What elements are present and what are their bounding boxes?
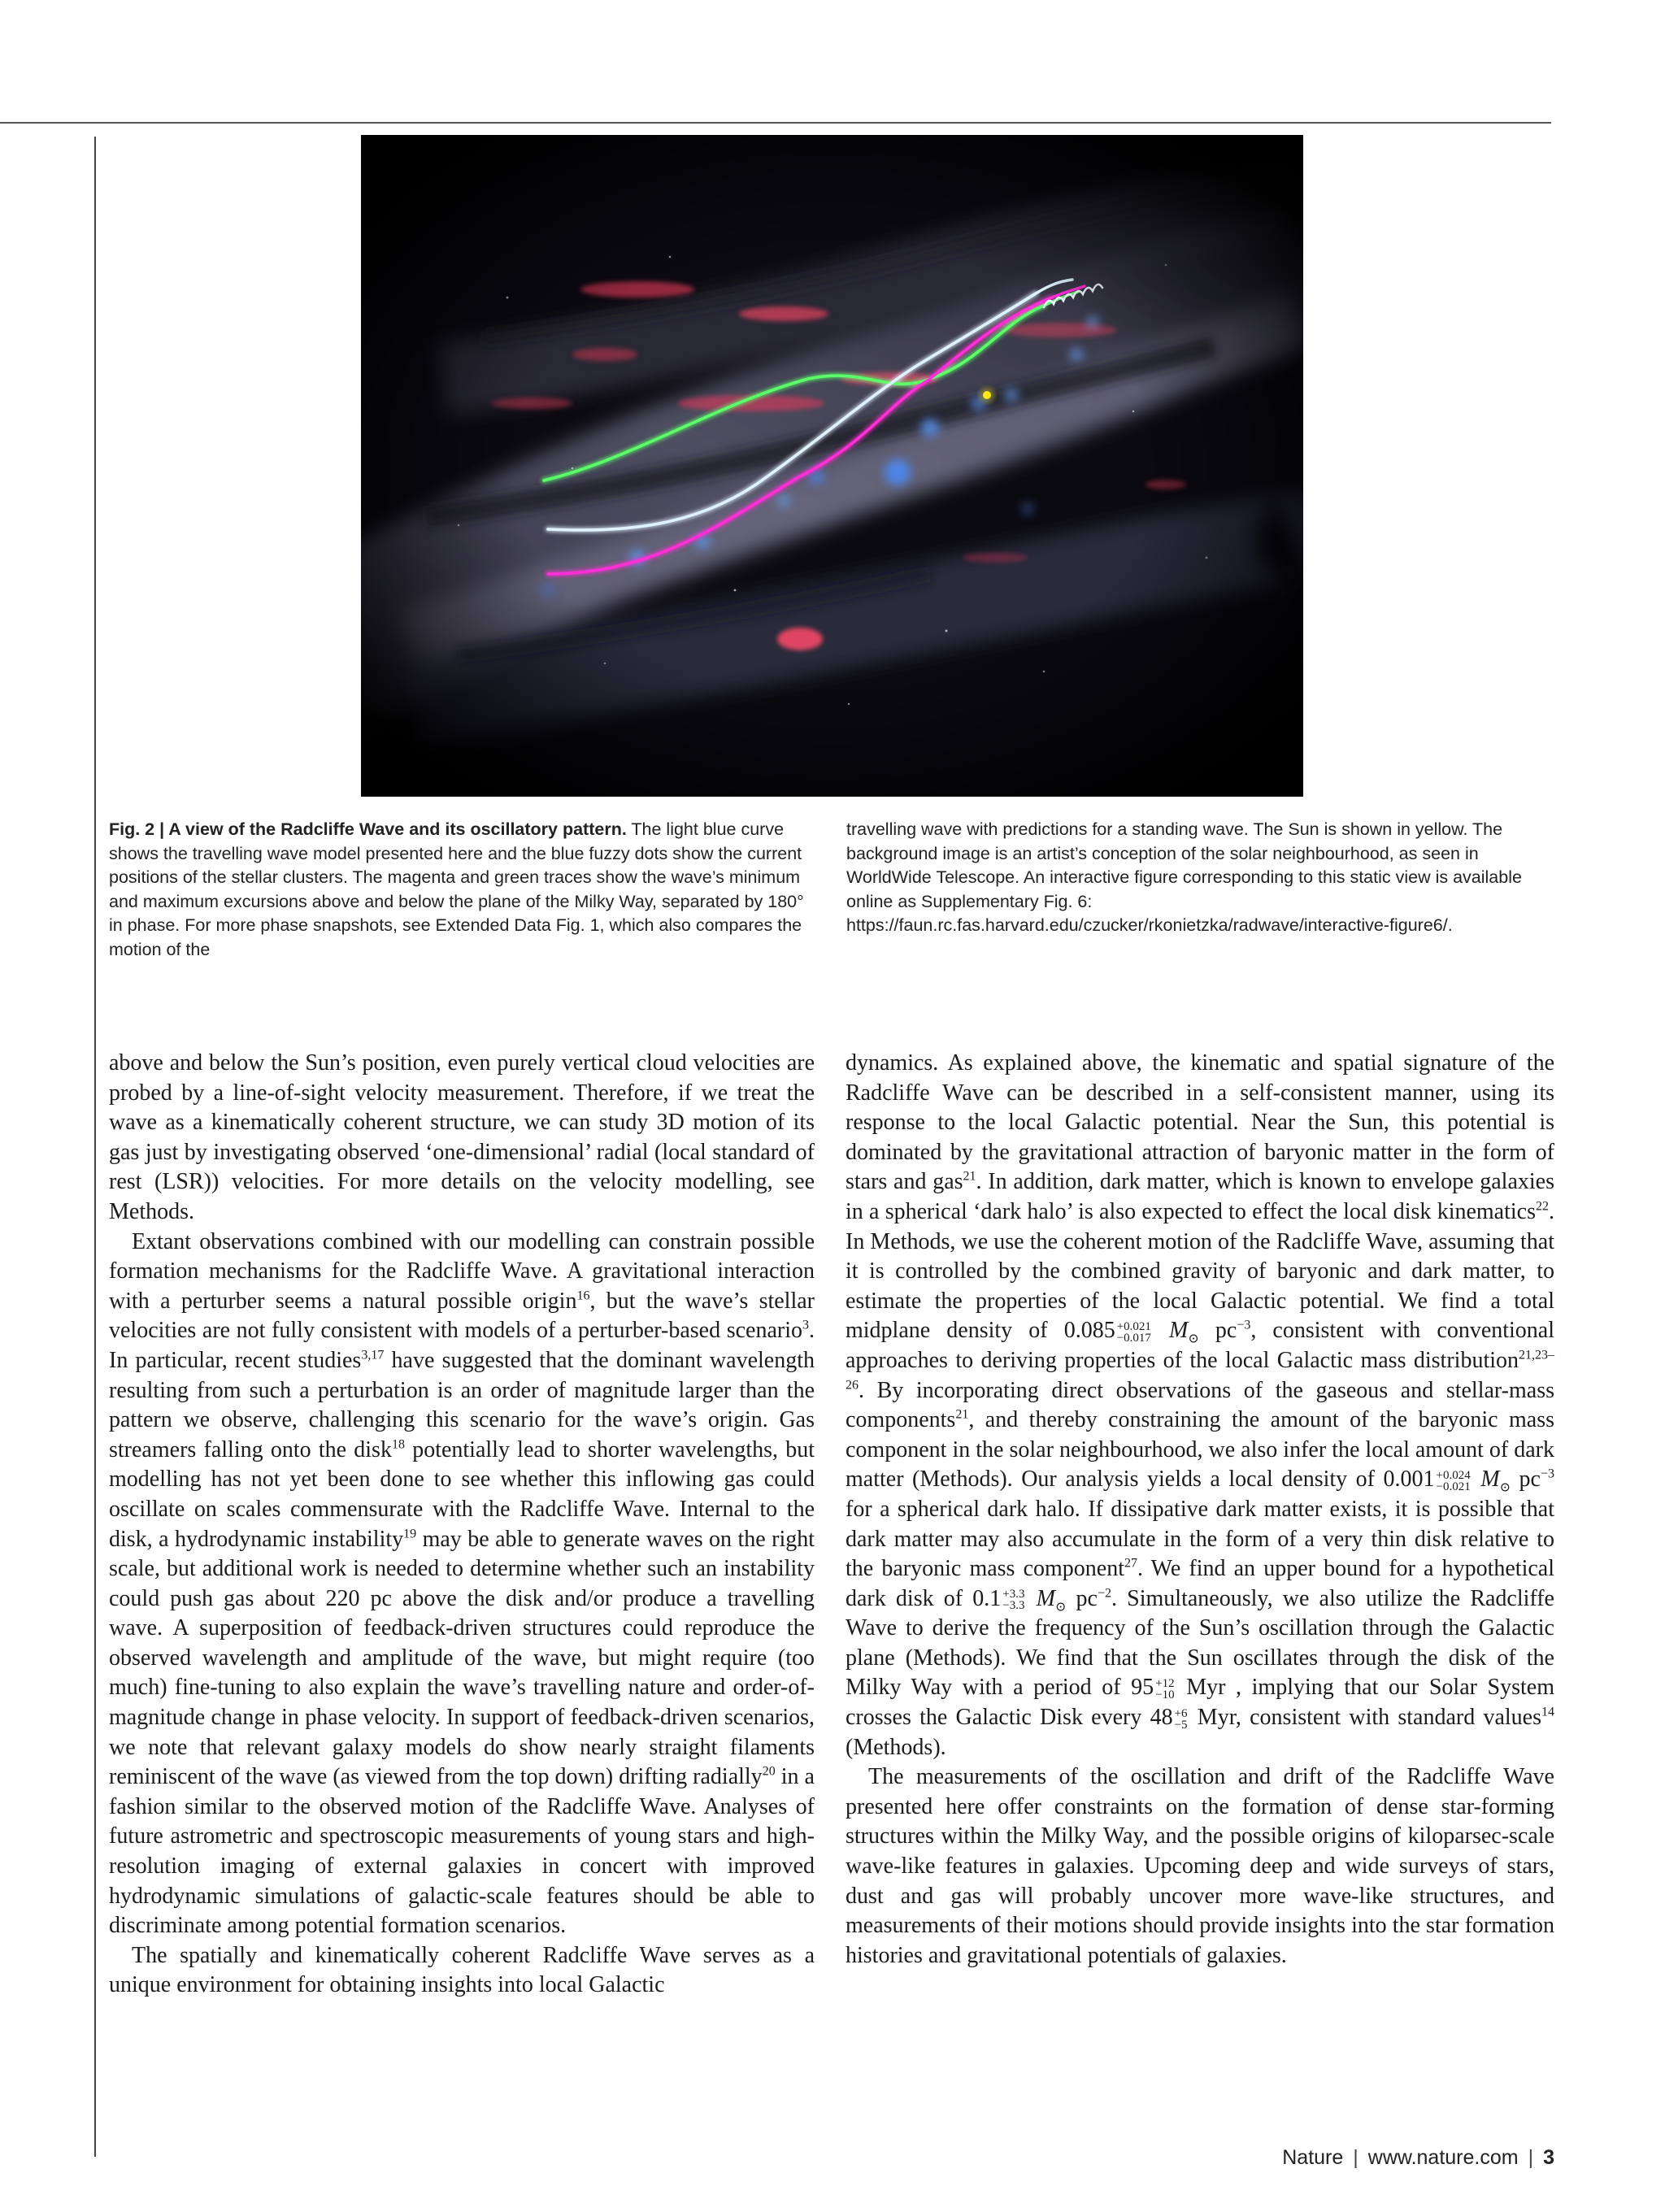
dark-matter-density-uncertainty: +0.024 −0.021 <box>1436 1468 1471 1493</box>
figure-caption-left <box>109 818 808 962</box>
figure-2-image <box>361 135 1303 797</box>
radcliffe-wave-visualization <box>361 135 1303 797</box>
header-rule <box>0 122 1551 124</box>
footer-separator: | <box>1528 2146 1534 2169</box>
citation[interactable]: 3,17 <box>361 1348 385 1362</box>
citation[interactable]: 16 <box>576 1289 590 1303</box>
page-footer <box>1282 2146 1554 2170</box>
paragraph-conclusion: The measurements of the oscillation and drift of the Radcliffe Wave presented here offer constraints on the formation of dense star-forming structures within the Milky Way, and the possible origins of kiloparsec-scale wave-like features in galaxies. Upcoming deep and wide surveys of stars, dust and gas will probably uncover more wave-like structures, and measurements of their motions should provide insights into the star formation histories and gravitational potentials of galaxies. <box>846 1764 1554 1968</box>
caption-text-left: The light blue curve shows the travelling wave model presented here and the blue fuzzy dots show the current positions of the stellar clusters. The magenta and green traces show the wave’s minimum and maximum excursions above and below the plane of the Milky Way, separated by 180° in phase. For more phase snapshots, see Extended Data Fig. 1, which also compares the motion of the <box>109 819 804 959</box>
paragraph-galactic-environment: The spatially and kinematically coherent Radcliffe Wave serves as a unique environment for obtaining insights into local Galactic <box>109 1942 815 1998</box>
citation[interactable]: 14 <box>1541 1705 1554 1719</box>
citation[interactable]: 3 <box>802 1319 809 1333</box>
crossing-uncertainty: +6 −5 <box>1174 1706 1188 1732</box>
vignette-overlay <box>361 135 1303 797</box>
citation[interactable]: 21 <box>963 1170 976 1184</box>
citation[interactable]: 20 <box>762 1764 776 1779</box>
citation[interactable]: 19 <box>403 1527 417 1541</box>
figure-caption-right <box>846 818 1562 938</box>
citation[interactable]: 18 <box>391 1437 405 1452</box>
column-margin-rule <box>94 137 96 2157</box>
paragraph-formation-mechanisms: Extant observations combined with our modelling can constrain possible formation mechanisms for the Radcliffe Wave. A gravitational interaction with a perturber seems a natural possible origin$^{16}$, but the wave’s stellar velocities are not fully consistent with models of a perturber-based scenario$^3$. In particular, recent studies$^{3,17}$ have suggested that the dominant wavelength resulting from such a perturbation is an order of magnitude larger than the pattern we observe, challenging this scenario for the wave’s origin. Gas streamers falling onto the disk$^{18}$ potentially lead to shorter wavelengths, but modelling has not yet been done to see whether this inflowing gas could oscillate on scales commensurate with the Radcliffe Wave. Internal to the disk, a hydrodynamic instability$^{19}$ may be able to generate waves on the right scale, but additional work is needed to determine whether such an instability could push gas about 220 pc above the disk and/or produce a travelling wave. A superposition of feedback-driven structures could reproduce the observed wavelength and amplitude of the wave, but might require (too much) fine-tuning to also explain the wave’s travelling nature and order-of-magnitude change in phase velocity. In support of feedback-driven scenarios, we note that relevant galaxy models do show nearly straight filaments reminiscent of the wave (as viewed from the top down) drifting radially$^{20}$ in a fashion similar to the observed motion of the Radcliffe Wave. Analyses of future astrometric and spectroscopic measurements of young stars and high-resolution imaging of external galaxies in concert with improved hydrodynamic simulations of galactic-scale features should be able to discriminate among potential formation scenarios. <box>109 1228 815 1939</box>
period-uncertainty: +12 −10 <box>1155 1677 1175 1702</box>
midplane-density-uncertainty: +0.021 −0.017 <box>1116 1319 1151 1345</box>
journal-url[interactable]: www.nature.com <box>1367 2146 1519 2169</box>
journal-name: Nature <box>1282 2146 1344 2169</box>
page-number: 3 <box>1543 2146 1554 2169</box>
footer-separator: | <box>1353 2146 1359 2169</box>
body-column-right <box>846 1049 1554 1971</box>
citation[interactable]: 27 <box>1124 1556 1137 1571</box>
caption-text-right: travelling wave with predictions for a standing wave. The Sun is shown in yellow. The background image is an artist’s conception of the solar neighbourhood, as seen in WorldWide Telescope. An interactive figure corresponding to this static view is available online as Supplementary Fig. 6: https://faun.rc.fas.harvard.edu/czucker/rkonietzka/radwave/interactive-figure6/. <box>846 819 1522 935</box>
paragraph-velocity: above and below the Sun’s position, even purely vertical cloud velocities are probed by a line-of-sight velocity measurement. Therefore, if we treat the wave as a kinematically coherent structure, we can study 3D motion of its gas just by investigating observed ‘one-dimensional’ radial (local standard of rest (LSR)) velocities. For more details on the velocity modelling, see Methods. <box>109 1050 815 1224</box>
citation[interactable]: 21 <box>955 1407 969 1422</box>
caption-label: Fig. 2 | A view of the Radcliffe Wave and its oscillatory pattern. <box>109 819 627 839</box>
paragraph-dynamics: dynamics. As explained above, the kinematic and spatial signature of the Radcliffe Wave can be described in a self-consistent manner, using its response to the local Galactic potential. Near the Sun, this potential is dominated by the gravitational attraction of baryonic matter in the form of stars and gas$^{21}$. In addition, dark matter, which is known to envelope galaxies in a spherical ‘dark halo’ is also expected to effect the local disk kinematics$^{22}$. In Methods, we use the coherent motion of the Radcliffe Wave, assuming that it is controlled by the combined gravity of baryonic and dark matter, to estimate the properties of the local Galactic potential. We find a total midplane density of 0.085 +0.021 −0.017 $M_⊙$ $pc^{-3}$, consistent with conventional approaches to deriving properties of the local Galactic mass distribution$^{21,23-26}$. By incorporating direct observations of the gaseous and stellar-mass components$^{21}$, and thereby constraining the amount of the baryonic mass component in the solar neighbourhood, we also infer the local amount of dark matter (Methods). Our analysis yields a local density of 0.001 +0.024 −0.021 $M_⊙$ $pc^{-3}$ for a spherical dark halo. If dissipative dark matter exists, it is possible that dark matter may also accumulate in the form of a very thin disk relative to the baryonic mass component$^{27}$. We find an upper bound for a hypothetical dark disk of 0.1 +3.3 −3.3 $M_⊙$ $pc^{-2}$. Simultaneously, we also utilize the Radcliffe Wave to derive the frequency of the Sun’s oscillation through the Galactic plane (Methods). We find that the Sun oscillates through the disk of the Milky Way with a period of 95 +12 −10 Myr , implying that our Solar System crosses the Galactic Disk every 48 +6 −5 Myr, consistent with standard values$^{14}$ (Methods). <box>846 1050 1555 1760</box>
citation[interactable]: 21,23–26 <box>846 1348 1554 1393</box>
body-column-left <box>109 1049 815 2001</box>
citation[interactable]: 22 <box>1536 1199 1549 1214</box>
dark-disk-uncertainty: +3.3 −3.3 <box>1002 1588 1025 1613</box>
